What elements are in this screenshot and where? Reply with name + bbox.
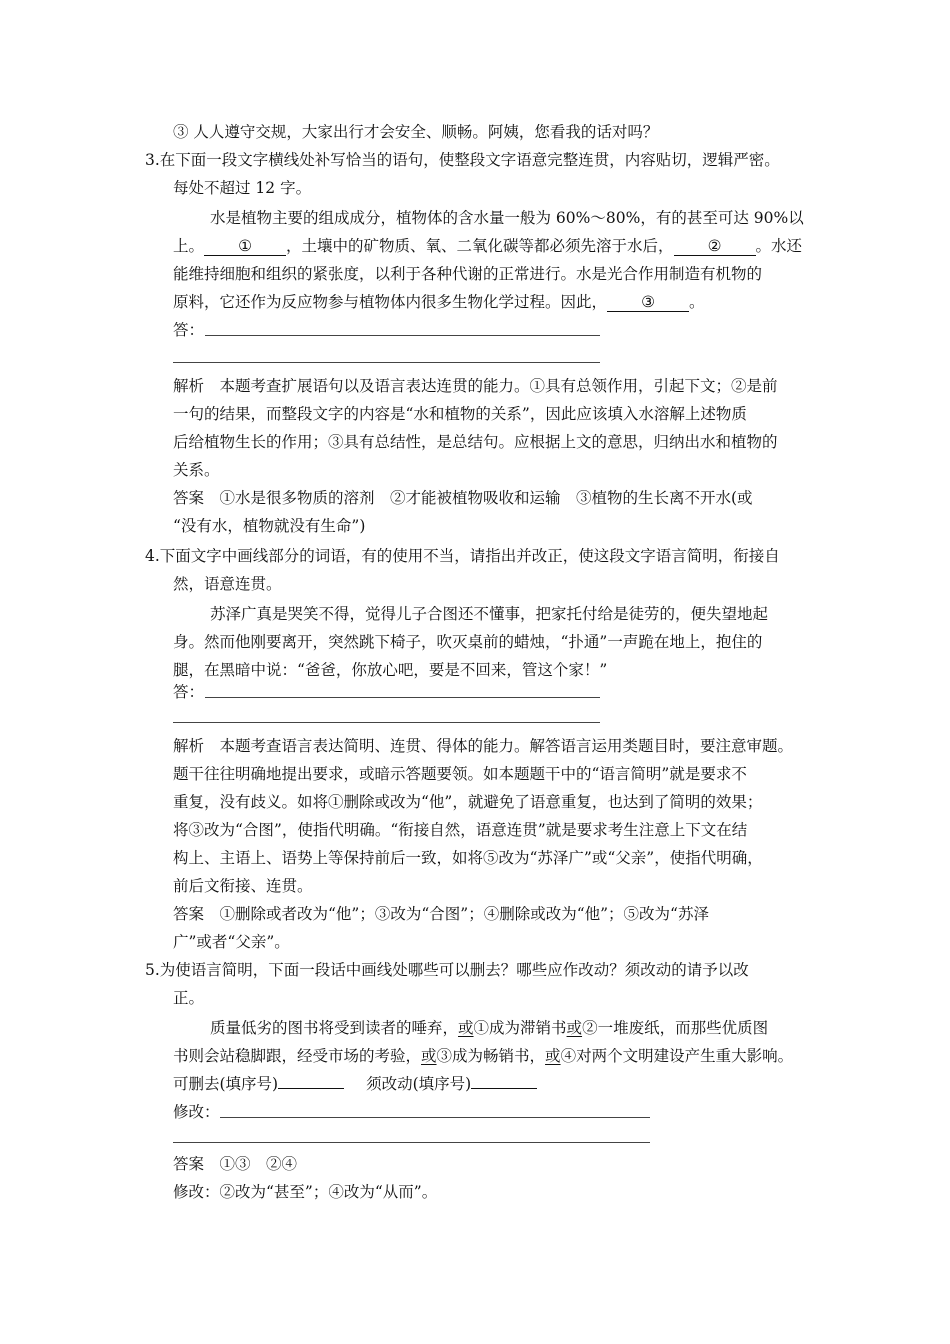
q3-prompt-line-1: 3.在下面一段文字横线处补写恰当的语句，使整段文字语意完整连贯，内容贴切，逻辑严密。 bbox=[145, 151, 780, 169]
q4-key-answer-line-1: 答案 ①删除或者改为“他”；③改为“合图”；④删除或改为“他”；⑤改为“苏泽 bbox=[173, 905, 709, 923]
q4-passage-line-1: 苏泽广真是哭笑不得，觉得儿子合图还不懂事，把家托付给是徒劳的，便失望地起 bbox=[210, 605, 769, 623]
q3-key-answer-line-1: 答案 ①水是很多物质的溶剂 ②才能被植物吸收和运输 ③植物的生长离不开水(或 bbox=[173, 489, 753, 507]
q3-number: 3. bbox=[145, 151, 160, 169]
q5-prompt-line-2: 正。 bbox=[173, 989, 205, 1007]
q5-underlined-or-3: 或 bbox=[421, 1047, 437, 1065]
q5-underlined-or-1: 或 bbox=[458, 1019, 474, 1037]
q5-must-change-blank[interactable] bbox=[471, 1088, 537, 1089]
q4-passage-line-2: 身。然而他刚要离开，突然跳下椅子，吹灭桌前的蜡烛，“扑通”一声跪在地上，抱住的 bbox=[173, 633, 763, 651]
q3-blank-1[interactable]: ① bbox=[204, 238, 286, 256]
q3-explanation-line-3: 后给植物生长的作用；③具有总结性，是总结句。应根据上文的意思，归纳出水和植物的 bbox=[173, 433, 778, 451]
q3-passage-line-1: 水是植物主要的组成成分，植物体的含水量一般为 60%～80%，有的甚至可达 90%以 bbox=[210, 209, 804, 227]
q5-edit-label: 修改： bbox=[173, 1103, 220, 1121]
q3-blank-3[interactable]: ③ bbox=[607, 294, 689, 312]
q4-explanation-line-2: 题干往往明确地提出要求，或暗示答题要领。如本题题干中的“语言简明”就是要求不 bbox=[173, 765, 747, 783]
q4-explanation-line-6: 前后文衔接、连贯。 bbox=[173, 877, 313, 895]
q4-answer-line-1[interactable] bbox=[205, 697, 600, 698]
q3-passage-line-2: 上。 ① ，土壤中的矿物质、氧、二氧化碳等都必须先溶于水后， ② 。水还 bbox=[173, 237, 803, 255]
q5-passage-line-2: 书则会站稳脚跟，经受市场的考验，或③成为畅销书，或④对两个文明建设产生重大影响。 bbox=[173, 1047, 794, 1065]
q5-key-answer-line-2: 修改：②改为“甚至”；④改为“从而”。 bbox=[173, 1183, 438, 1201]
q4-explanation-line-1: 解析 本题考查语言表达简明、连贯、得体的能力。解答语言运用类题目时，要注意审题。 bbox=[173, 737, 794, 755]
q5-number: 5. bbox=[145, 961, 160, 979]
q3-passage-line-4: 原料，它还作为反应物参与植物体内很多生物化学过程。因此， ③ 。 bbox=[173, 293, 705, 311]
q5-underlined-or-4: 或 bbox=[545, 1047, 561, 1065]
q5-deletable-blank[interactable] bbox=[278, 1088, 344, 1089]
q4-key-answer-line-2: 广”或者“父亲”。 bbox=[173, 933, 290, 951]
q5-edit-line-1[interactable] bbox=[220, 1117, 650, 1118]
q4-passage-line-3: 腿，在黑暗中说：“爸爸，你放心吧，要是不回来，管这个家！” bbox=[173, 661, 608, 679]
q3-explanation-line-2: 一句的结果，而整段文字的内容是“水和植物的关系”，因此应该填入水溶解上述物质 bbox=[173, 405, 747, 423]
q3-key-answer-line-2: “没有水，植物就没有生命”) bbox=[173, 517, 366, 535]
q4-answer-line-2[interactable] bbox=[173, 722, 600, 723]
q4-explanation-line-5: 构上、主语上、语势上等保持前后一致，如将⑤改为“苏泽广”或“父亲”，使指代明确， bbox=[173, 849, 763, 867]
q3-answer-line-2[interactable] bbox=[173, 362, 600, 363]
q5-edit-line-2[interactable] bbox=[173, 1142, 650, 1143]
q3-blank-2[interactable]: ② bbox=[674, 238, 756, 256]
q5-prompt-line-1: 5.为使语言简明，下面一段话中画线处哪些可以删去？哪些应作改动？须改动的请予以改 bbox=[145, 961, 749, 979]
q3-answer-line-1[interactable] bbox=[205, 335, 600, 336]
q5-underlined-or-2: 或 bbox=[566, 1019, 583, 1037]
q4-explanation-line-4: 将③改为“合图”，使指代明确。“衔接自然，语意连贯”就是要求考生注意上下文在结 bbox=[173, 821, 748, 839]
q4-prompt-line-2: 然，语意连贯。 bbox=[173, 575, 282, 593]
q3-explanation-line-1: 解析 本题考查扩展语句以及语言表达连贯的能力。①具有总领作用，引起下文；②是前 bbox=[173, 377, 778, 395]
q4-explanation-line-3: 重复，没有歧义。如将①删除或改为“他”，就避免了语意重复，也达到了简明的效果； bbox=[173, 793, 763, 811]
q5-must-change-label: 须改动(填序号) bbox=[366, 1075, 472, 1093]
q5-fill-row bbox=[173, 1074, 537, 1094]
q4-prompt-line-1: 4.下面文字中画线部分的词语，有的使用不当，请指出并改正，使这段文字语言简明，衔接自 bbox=[145, 547, 780, 565]
q5-passage-line-1: 质量低劣的图书将受到读者的唾弃，或①成为滞销书或②一堆废纸，而那些优质图 bbox=[210, 1019, 769, 1037]
prev-answer-tail: ③ 人人遵守交规，大家出行才会安全、顺畅。阿姨，您看我的话对吗？ bbox=[173, 123, 659, 141]
q5-deletable-label: 可删去(填序号) bbox=[173, 1075, 279, 1093]
q3-explanation-line-4: 关系。 bbox=[173, 461, 220, 479]
q3-passage-line-3: 能维持细胞和组织的紧张度，以利于各种代谢的正常进行。水是光合作用制造有机物的 bbox=[173, 265, 763, 283]
q4-number: 4. bbox=[145, 547, 160, 565]
q4-answer-label: 答： bbox=[173, 683, 205, 701]
q3-prompt-line-2: 每处不超过 12 字。 bbox=[173, 179, 312, 197]
q5-key-answer-line-1: 答案 ①③ ②④ bbox=[173, 1155, 298, 1173]
q3-answer-label: 答： bbox=[173, 321, 205, 339]
